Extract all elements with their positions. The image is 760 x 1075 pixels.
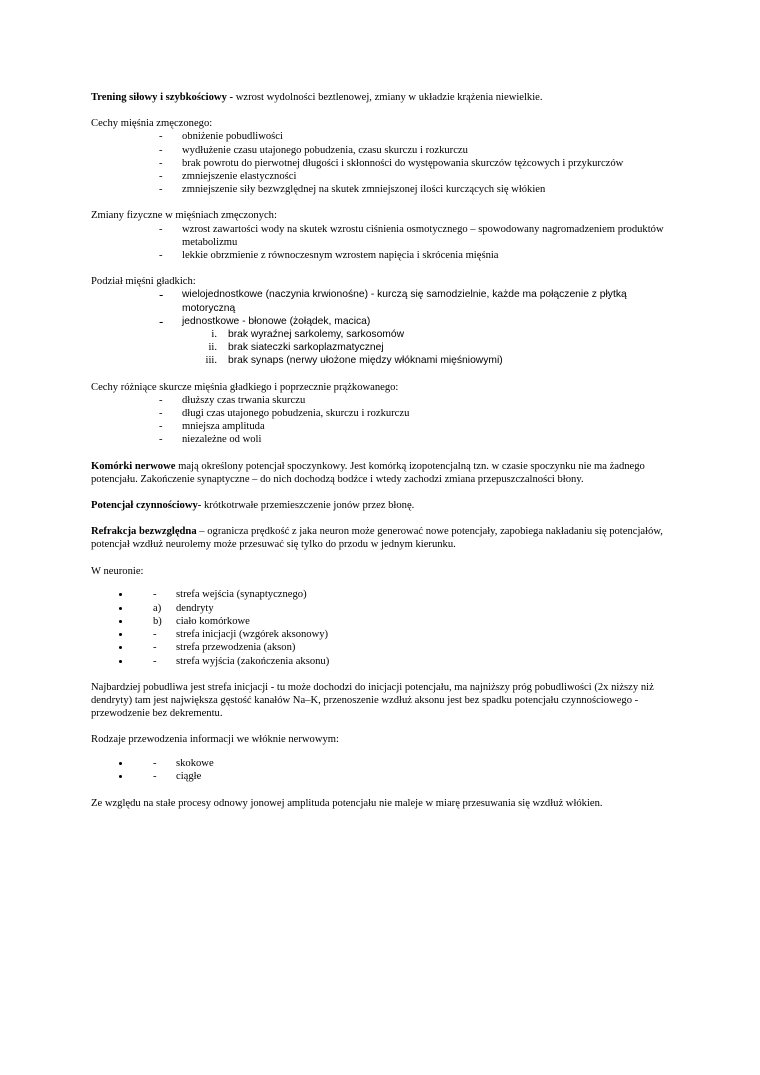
list-item-text: strefa wyjścia (zakończenia aksonu) (176, 655, 330, 667)
bullet-marker: - (159, 184, 163, 196)
smooth-muscle-sublist (91, 328, 671, 368)
bullet-marker: - (159, 250, 163, 262)
list-item (91, 170, 671, 183)
list-item (91, 354, 671, 367)
list-item-text: skokowe (176, 758, 214, 770)
list-item (131, 655, 671, 668)
list-item-text: strefa wejścia (synaptycznego) (176, 589, 307, 601)
section-heading: Rodzaje przewodzenia informacji we włóknie nerwowym: (91, 734, 339, 746)
section-heading: Zmiany fizyczne w mięśniach zmęczonych: (91, 210, 277, 222)
list-item-text: niezależne od woli (182, 434, 262, 446)
list-item-text: brak wyraźnej sarkolemy, sarkosomów (228, 329, 405, 341)
paragraph-refraction (91, 525, 671, 551)
paragraph-text: wzrost wydolności beztlenowej, zmiany w układzie krążenia niewielkie. (233, 92, 543, 103)
list-item (91, 288, 671, 314)
paragraph-nerve-cells (91, 460, 671, 486)
term-action-potential: Potencjał czynnościowy- (91, 500, 202, 512)
list-item (91, 315, 671, 328)
physical-changes-list (91, 223, 671, 263)
list-item-text: lekkie obrzmienie z równoczesnym wzrostem napięcia i skrócenia mięśnia (182, 250, 499, 262)
list-item (131, 615, 671, 628)
list-item (131, 770, 671, 783)
paragraph-text: krótkotrwałe przemieszczenie jonów przez błonę. (201, 500, 415, 512)
paragraph-excitability: Najbardziej pobudliwa jest strefa inicjacji - tu może dochodzi do inicjacji potencjału, ma najniższy próg pobudliwości (2x niższy niż dendryty) tam jest największa gęstość kanałów Na–K, przenoszenie wzdłuż aksonu jest bez spadku potencjału czynnościowego - przewodzenie bez dekrementu. (91, 681, 654, 720)
list-item (91, 223, 671, 249)
list-item-text: wydłużenie czasu utajonego pobudzenia, czasu skurczu i rozkurczu (182, 144, 468, 156)
bullet-marker: - (159, 434, 163, 446)
list-item (91, 157, 671, 170)
list-item-text: brak synaps (nerwy ułożone między włóknami mięśniowymi) (228, 355, 503, 367)
section-heading: W neuronie: (91, 565, 144, 577)
list-item (91, 183, 671, 196)
list-item-text: dłuższy czas trwania skurczu (182, 394, 306, 406)
bullet-marker: • - (153, 629, 157, 641)
bullet-marker: - (159, 408, 163, 420)
section-physical-changes (91, 209, 671, 262)
roman-marker: ii. (208, 342, 217, 354)
list-item-text: zmniejszenie siły bezwzględnej na skutek zmniejszonej ilości kurczących się włókien (182, 184, 546, 196)
bullet-marker: • - (153, 655, 157, 667)
bullet-marker: - (159, 287, 164, 303)
roman-marker: i. (211, 329, 217, 341)
bullet-marker: - (159, 421, 163, 433)
section-heading: Podział mięśni gładkich: (91, 276, 196, 288)
bullet-marker: - (159, 157, 163, 169)
list-item-text: strefa inicjacji (wzgórek aksonowy) (176, 629, 329, 641)
list-item (131, 588, 671, 601)
paragraph-action-potential (91, 499, 671, 512)
list-item (91, 407, 671, 420)
bullet-marker: • - (153, 642, 157, 654)
bullet-marker: • - (153, 589, 157, 601)
smooth-muscle-list (91, 288, 671, 328)
list-item (91, 130, 671, 143)
bullet-marker: - (159, 223, 163, 235)
list-item (131, 628, 671, 641)
bullet-marker: - (159, 144, 163, 156)
document-body (91, 91, 671, 823)
section-contraction-differences (91, 381, 671, 447)
bullet-marker: • - (153, 758, 157, 770)
list-item (131, 641, 671, 654)
bullet-marker: - (159, 394, 163, 406)
list-item (91, 394, 671, 407)
section-conduction-types (91, 733, 671, 783)
bullet-marker: - (159, 131, 163, 143)
list-item-text: brak siateczki sarkoplazmatycznej (228, 342, 384, 354)
list-item-text: dendryty (176, 602, 214, 614)
bullet-marker: - (159, 171, 163, 183)
list-item-text: brak powrotu do pierwotnej długości i skłonności do występowania skurczów tężcowych i przykurczów (182, 157, 624, 169)
list-item-text: jednostkowe - błonowe (żołądek, macica) (182, 315, 371, 327)
list-item-text: ciągłe (176, 771, 202, 783)
term-nerve-cells: Komórki nerwowe (91, 460, 176, 472)
fatigue-list (91, 130, 671, 196)
paragraph-final: Ze względu na stałe procesy odnowy jonowej amplituda potencjału nie maleje w miarę przesuwania się wzdłuż włókien. (91, 797, 603, 809)
paragraph-text: – ogranicza prędkość z jaka neuron może generować nowe potencjały, zapobiega nakładaniu się potencjałów, potencjał wzdłuż neurolemy może przesuwać się tylko do przodu w jednym kierunku. (91, 526, 663, 551)
neuron-list (91, 588, 671, 667)
contraction-list (91, 394, 671, 447)
list-item (91, 249, 671, 262)
list-item (91, 328, 671, 341)
list-item-text: strefa przewodzenia (akson) (176, 642, 296, 654)
conduction-list (91, 757, 671, 783)
list-item-text: długi czas utajonego pobudzenia, skurczu i rozkurczu (182, 408, 410, 420)
list-item-text: wzrost zawartości wody na skutek wzrostu ciśnienia osmotycznego – spowodowany nagromadzeniem produktów metabolizmu (182, 223, 664, 248)
section-fatigued-muscle (91, 117, 671, 196)
bullet-marker: - (159, 313, 164, 329)
list-item-text: mniejsza amplituda (182, 421, 265, 433)
letter-marker: • a) (153, 602, 162, 614)
list-item (131, 757, 671, 770)
paragraph-text: mają określony potencjał spoczynkowy. Jest komórką izopotencjalną tzn. w czasie spoczynku nie ma żadnego potencjału. Zakończenie synaptyczne – do nich dochodzą bodźce i wtedy zachodzi zmiana przepuszczalności błony. (91, 460, 645, 485)
roman-marker: iii. (205, 355, 217, 367)
list-item-text: obniżenie pobudliwości (182, 131, 283, 143)
list-item (91, 341, 671, 354)
list-item-text: ciało komórkowe (176, 615, 250, 627)
list-item (91, 433, 671, 446)
list-item-text: wielojednostkowe (naczynia krwionośne) - kurczą się samodzielnie, każde ma połączenie z płytką motoryczną (182, 289, 627, 314)
paragraph-strength-training (91, 91, 671, 104)
list-item (91, 144, 671, 157)
list-item (131, 602, 671, 615)
list-item (91, 420, 671, 433)
section-neuron (91, 565, 671, 668)
letter-marker: • b) (153, 615, 162, 627)
section-heading: Cechy mięśnia zmęczonego: (91, 118, 213, 130)
section-smooth-muscle (91, 275, 671, 367)
bullet-marker: • - (153, 771, 157, 783)
list-item-text: zmniejszenie elastyczności (182, 171, 297, 183)
term-refraction: Refrakcja bezwzględna (91, 526, 197, 538)
term-strength-training: Trening siłowy i szybkościowy - (91, 92, 234, 103)
section-heading: Cechy różniące skurcze mięśnia gładkiego i poprzecznie prążkowanego: (91, 381, 399, 393)
